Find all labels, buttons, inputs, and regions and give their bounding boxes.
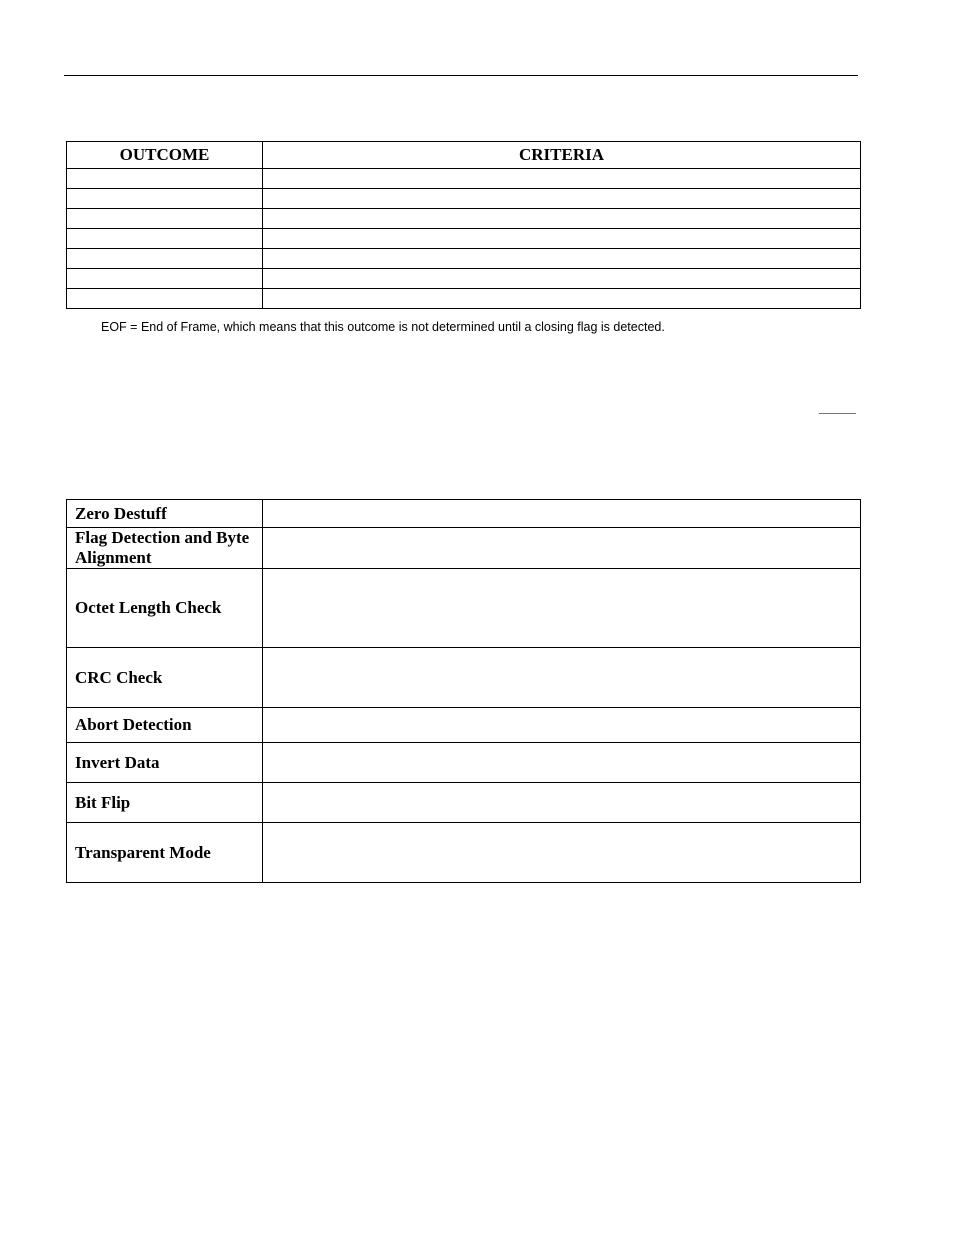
outcome-header: OUTCOME	[67, 142, 263, 169]
outcome-cell	[67, 249, 263, 269]
feature-label: Transparent Mode	[67, 823, 263, 883]
table-row	[67, 823, 861, 883]
criteria-header: CRITERIA	[263, 142, 861, 169]
criteria-cell	[263, 169, 861, 189]
table-row	[67, 169, 861, 189]
table-row	[67, 743, 861, 783]
outcome-cell	[67, 229, 263, 249]
feature-label: Bit Flip	[67, 783, 263, 823]
table-row	[67, 209, 861, 229]
table-row	[67, 249, 861, 269]
eof-footnote: EOF = End of Frame, which means that this outcome is not determined until a closing flag is detected.	[101, 320, 665, 334]
table-row	[67, 289, 861, 309]
feature-description	[263, 708, 861, 743]
criteria-cell	[263, 249, 861, 269]
table-row	[67, 500, 861, 528]
outcome-cell	[67, 289, 263, 309]
feature-description	[263, 783, 861, 823]
table-row	[67, 269, 861, 289]
table-header-row	[67, 142, 861, 169]
table-row	[67, 569, 861, 648]
feature-label: CRC Check	[67, 648, 263, 708]
feature-description	[263, 500, 861, 528]
hdlc-features-table	[66, 499, 861, 883]
feature-description	[263, 823, 861, 883]
feature-description	[263, 648, 861, 708]
outcome-cell	[67, 189, 263, 209]
outcome-cell	[67, 269, 263, 289]
table-row	[67, 708, 861, 743]
feature-label: Flag Detection and Byte Alignment	[67, 528, 263, 569]
table-row	[67, 189, 861, 209]
outcome-criteria-table	[66, 141, 861, 309]
table-row	[67, 229, 861, 249]
feature-label: Octet Length Check	[67, 569, 263, 648]
feature-description	[263, 528, 861, 569]
feature-label: Invert Data	[67, 743, 263, 783]
criteria-cell	[263, 209, 861, 229]
outcome-cell	[67, 209, 263, 229]
criteria-cell	[263, 289, 861, 309]
hyperlink-underline[interactable]	[819, 413, 856, 414]
table-row	[67, 528, 861, 569]
table-row	[67, 783, 861, 823]
criteria-cell	[263, 269, 861, 289]
feature-label: Zero Destuff	[67, 500, 263, 528]
criteria-cell	[263, 229, 861, 249]
criteria-cell	[263, 189, 861, 209]
header-rule	[64, 75, 858, 76]
outcome-cell	[67, 169, 263, 189]
feature-label: Abort Detection	[67, 708, 263, 743]
feature-description	[263, 569, 861, 648]
feature-description	[263, 743, 861, 783]
table-row	[67, 648, 861, 708]
